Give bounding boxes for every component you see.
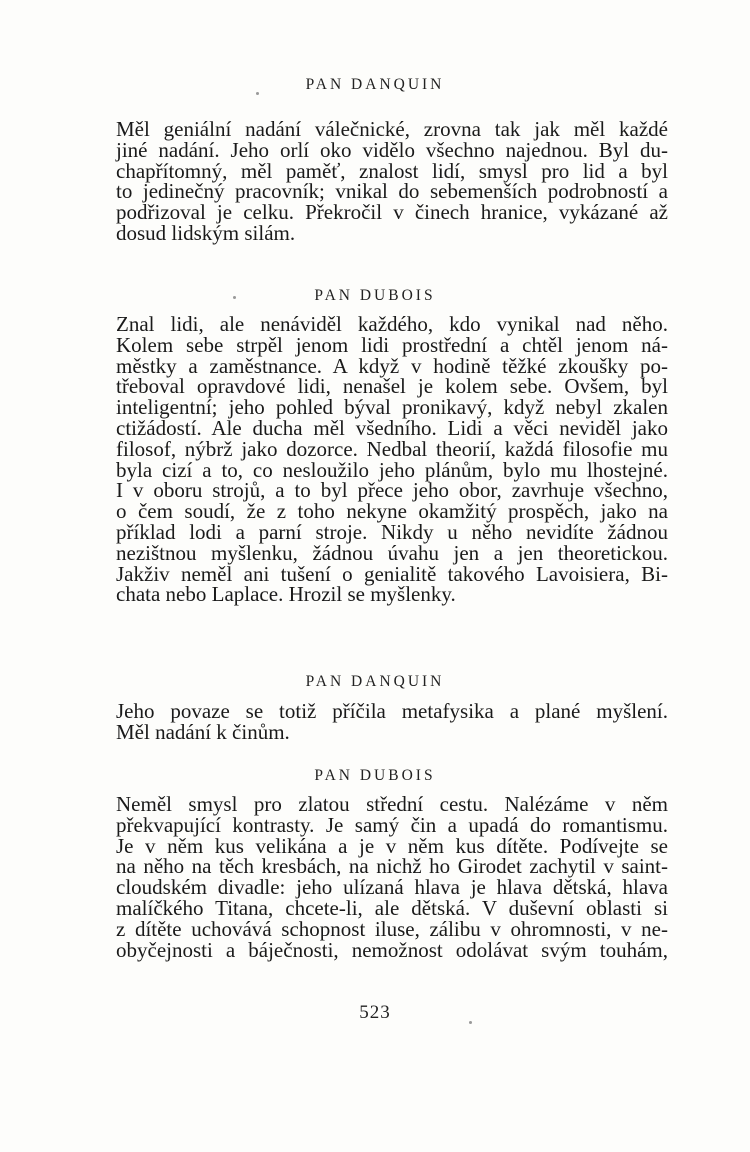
paragraph <box>116 119 668 244</box>
text-line: nezištnou myšlenku, žádnou úvahu jen a jen theoretickou. <box>116 540 668 565</box>
text-line: Neměl smysl pro zlatou střední cestu. Nalézáme v něm <box>116 792 668 816</box>
text-line: obyčejnosti a báječnosti, nemožnost odolávat svým touhám, <box>116 937 668 962</box>
text-line: městky a zaměstnance. A když v hodině těžké zkoušky po- <box>116 353 668 378</box>
speaker-heading: PAN DANQUIN <box>305 673 445 690</box>
text-line: Měl geniální nadání válečnické, zrovna tak jak měl každé <box>116 117 668 141</box>
text-line: byla cizí a to, co nesloužilo jeho plánům, bylo mu lhostejné. <box>116 457 668 482</box>
text-line: třeboval opravdové lidi, nenašel je kolem sebe. Ovšem, byl <box>116 374 668 399</box>
text-line: o čem soudí, že z toho nekyne okamžitý prospěch, jako na <box>116 499 668 524</box>
text-line: Jeho povaze se totiž příčila metafysika a plané myšlení. <box>116 699 668 723</box>
speaker-heading: PAN DUBOIS <box>314 287 436 304</box>
text-line: cloudském divadle: jeho ulízaná hlava je hlava dětská, hlava <box>116 875 668 900</box>
text-line: inteligentní; jeho pohled býval pronikavý, když nebyl zkalen <box>116 395 668 420</box>
print-speck <box>233 296 236 299</box>
paragraph <box>116 314 668 605</box>
text-line: jiné nadání. Jeho orlí oko vidělo všechno najednou. Byl du- <box>116 137 668 162</box>
page-number: 523 <box>359 1002 391 1023</box>
text-line: příklad lodi a parní stroje. Nikdy u něho nevidíte žádnou <box>116 519 668 544</box>
speaker-heading: PAN DANQUIN <box>305 76 445 93</box>
text-line: chata nebo Laplace. Hrozil se myšlenky. <box>116 582 456 607</box>
text-line: filosof, nýbrž jako dozorce. Nedbal theorií, každá filosofie mu <box>116 436 668 461</box>
text-line: to jedinečný pracovník; vnikal do sebemenších podrobností a <box>116 179 668 204</box>
text-line: chapřítomný, měl paměť, znalost lidí, smysl pro lid a byl <box>116 158 668 183</box>
paragraph <box>116 701 668 743</box>
text-line: Je v něm kus velikána a je v něm kus dítěte. Podívejte se <box>116 833 668 858</box>
text-line: dosud lidským silám. <box>116 220 296 245</box>
text-line: malíčkého Titana, chcete-li, ale dětská. V duševní oblasti si <box>116 895 668 920</box>
text-line: překvapující kontrasty. Je samý čin a upadá do romantismu. <box>116 812 668 837</box>
text-line: Kolem sebe strpěl jenom lidi prostřední a chtěl jenom ná- <box>116 332 668 357</box>
speaker-heading: PAN DUBOIS <box>314 767 436 784</box>
print-speck <box>256 92 259 95</box>
text-line: ctižádostí. Ale ducha měl všedního. Lidi a věci neviděl jako <box>116 415 668 440</box>
text-line: podřizoval je celku. Překročil v činech hranice, vykázané až <box>116 200 668 225</box>
text-line: I v oboru strojů, a to byl přece jeho obor, zavrhuje všechno, <box>116 478 668 503</box>
text-line: na něho na těch kresbách, na nichž ho Girodet zachytil v saint- <box>116 854 668 879</box>
text-line: Měl nadání k činům. <box>116 719 290 744</box>
text-line: Znal lidi, ale nenáviděl každého, kdo vynikal nad něho. <box>116 312 668 336</box>
text-line: Jakživ neměl ani tušení o genialitě takového Lavoisiera, Bi- <box>116 561 668 586</box>
text-line: z dítěte uchovává schopnost iluse, zálibu v ohromnosti, v ne- <box>116 916 668 941</box>
paragraph <box>116 794 668 960</box>
print-speck <box>469 1021 472 1024</box>
